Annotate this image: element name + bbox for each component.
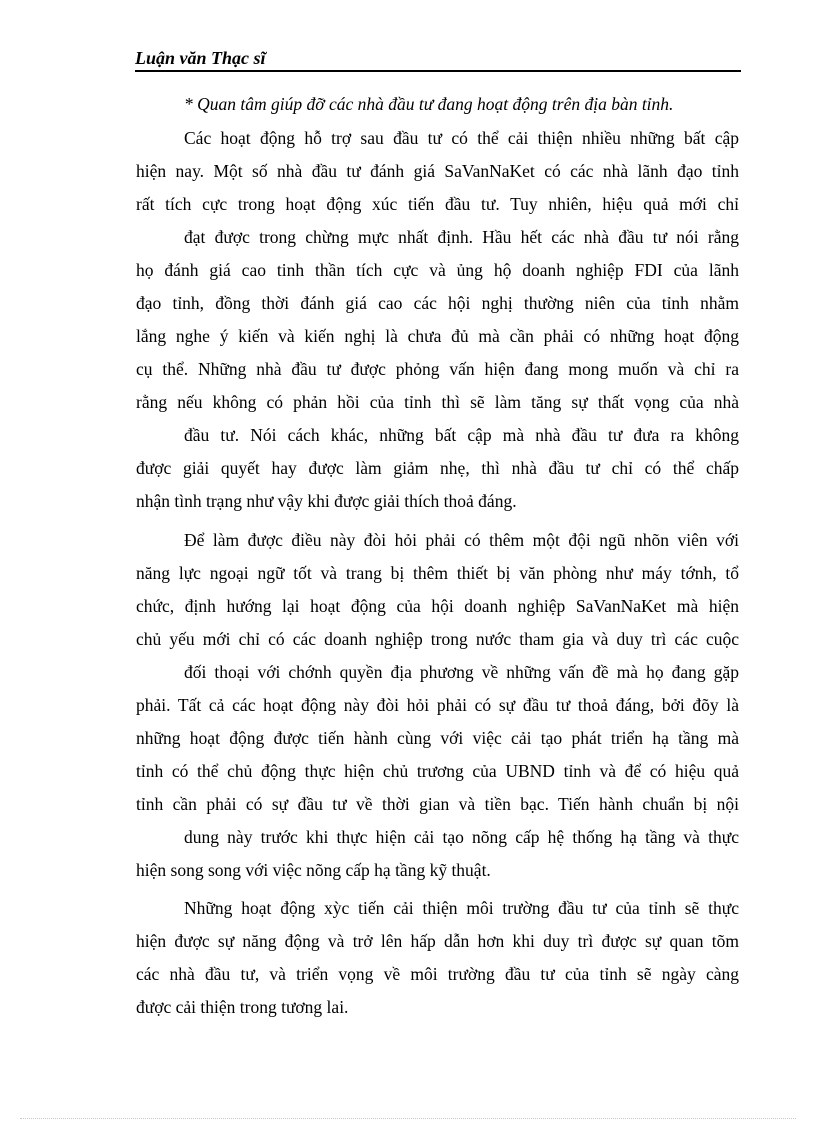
header-title: Luận văn Thạc sĩ — [135, 48, 266, 68]
text-line: đầu tư. Nói cách khác, những bất cập mà nhà đầu tư đưa ra không — [184, 425, 739, 445]
text-line: các nhà đầu tư, và triển vọng về môi trường đầu tư của tỉnh sẽ ngày càng — [136, 964, 739, 984]
text-line: lắng nghe ý kiến và kiến nghị là chưa đủ mà cần phải có những hoạt động — [136, 326, 739, 346]
text-line: Để làm được điều này đòi hỏi phải có thêm một đội ngũ nhõn viên với — [184, 530, 739, 550]
text-line: Các hoạt động hỗ trợ sau đầu tư có thể cải thiện nhiều những bất cập — [184, 128, 739, 148]
text-line: đạo tỉnh, đồng thời đánh giá cao các hội nghị thường niên của tỉnh nhằm — [136, 293, 739, 313]
text-line: năng lực ngoại ngữ tốt và trang bị thêm thiết bị văn phòng như máy tớnh, tổ — [136, 563, 739, 583]
text-line: tỉnh có thể chủ động thực hiện chủ trương của UBND tỉnh và để có hiệu quả — [136, 761, 739, 781]
text-line: hiện nay. Một số nhà đầu tư đánh giá SaVanNaKet có các nhà lãnh đạo tỉnh — [136, 161, 739, 181]
text-line: * Quan tâm giúp đỡ các nhà đầu tư đang hoạt động trên địa bàn tỉnh. — [184, 94, 674, 114]
text-line: họ đánh giá cao tinh thần tích cực và ủng hộ doanh nghiệp FDI của lãnh — [136, 260, 739, 280]
page-header — [135, 48, 741, 72]
text-line: chức, định hướng lại hoạt động của hội doanh nghiệp SaVanNaKet mà hiện — [136, 596, 739, 616]
text-line: hiện được sự năng động và trở lên hấp dẫn hơn khi duy trì được sự quan tõm — [136, 931, 739, 951]
text-line: Những hoạt động xỳc tiến cải thiện môi trường đầu tư của tỉnh sẽ thực — [184, 898, 739, 918]
text-line: đối thoại với chớnh quyền địa phương về những vấn đề mà họ đang gặp — [184, 662, 739, 682]
text-line: hiện song song với việc nõng cấp hạ tầng kỹ thuật. — [136, 860, 491, 880]
text-line: được cải thiện trong tương lai. — [136, 997, 349, 1017]
text-line: dung này trước khi thực hiện cải tạo nõng cấp hệ thống hạ tầng và thực — [184, 827, 739, 847]
text-line: những hoạt động được tiến hành cùng với việc cải tạo phát triển hạ tầng mà — [136, 728, 739, 748]
text-line: được giải quyết hay được làm giảm nhẹ, thì nhà đầu tư chỉ có thể chấp — [136, 458, 739, 478]
text-line: đạt được trong chừng mực nhất định. Hầu hết các nhà đầu tư nói rằng — [184, 227, 739, 247]
footer-divider — [20, 1118, 796, 1119]
text-line: phải. Tất cả các hoạt động này đòi hỏi phải có sự đầu tư thoả đáng, bởi đõy là — [136, 695, 739, 715]
text-line: chủ yếu mới chỉ có các doanh nghiệp trong nước tham gia và duy trì các cuộc — [136, 629, 739, 649]
text-line: rất tích cực trong hoạt động xúc tiến đầu tư. Tuy nhiên, hiệu quả mới chỉ — [136, 194, 739, 214]
text-line: cụ thể. Những nhà đầu tư được phỏng vấn hiện đang mong muốn và chỉ ra — [136, 359, 739, 379]
text-line: nhận tình trạng như vậy khi được giải thích thoả đáng. — [136, 491, 517, 511]
text-line: rằng nếu không có phản hồi của tỉnh thì sẽ làm tăng sự thất vọng của nhà — [136, 392, 739, 412]
text-line: tỉnh cần phải có sự đầu tư về thời gian và tiền bạc. Tiến hành chuẩn bị nội — [136, 794, 739, 814]
